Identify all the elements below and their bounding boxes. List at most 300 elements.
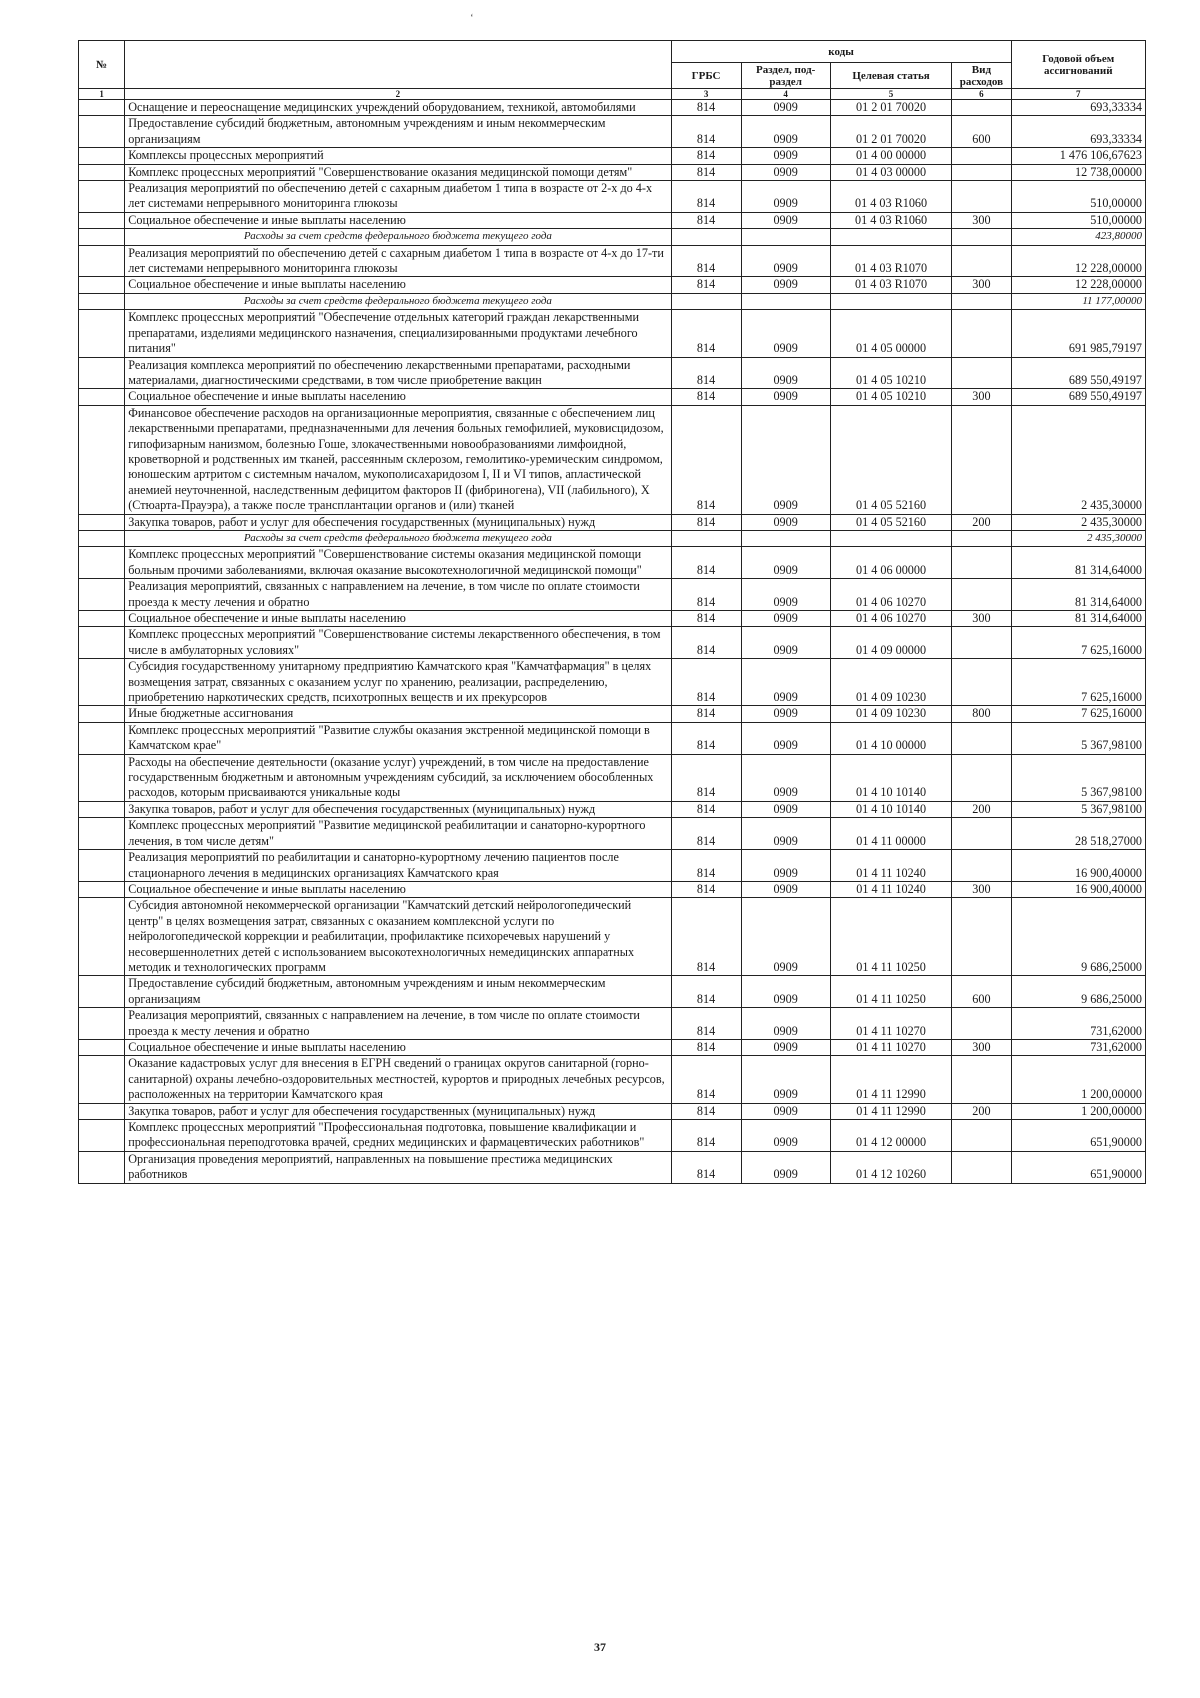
expense-type-cell: 600	[952, 976, 1011, 1008]
section-cell: 0909	[741, 1151, 830, 1183]
target-article-cell: 01 4 11 10250	[830, 898, 952, 976]
expense-type-cell	[952, 627, 1011, 659]
table-row	[79, 181, 1146, 213]
amount-cell: 5 367,98100	[1011, 754, 1146, 801]
amount-cell: 81 314,64000	[1011, 611, 1146, 627]
expense-name-cell: Оказание кадастровых услуг для внесения в ЕГРН сведений о границах округов санитарной (горно-санитарной) охраны лечебно-оздоровительных местностей, курортов и природных лечебных ресурсов, расположенных на территории Камчатского края	[125, 1056, 671, 1103]
target-article-cell: 01 4 06 10270	[830, 579, 952, 611]
row-number-cell	[79, 1056, 125, 1103]
target-article-cell: 01 4 00 00000	[830, 148, 952, 164]
header-number: №	[79, 41, 125, 89]
expense-type-cell	[952, 148, 1011, 164]
grbs-cell: 814	[671, 659, 741, 706]
page-number: 37	[594, 1640, 606, 1654]
target-article-cell: 01 4 10 10140	[830, 801, 952, 817]
section-cell: 0909	[741, 881, 830, 897]
target-article-cell: 01 4 11 12990	[830, 1056, 952, 1103]
header-type: Вид расходов	[952, 63, 1011, 89]
table-row	[79, 818, 1146, 850]
table-row	[79, 116, 1146, 148]
table-row	[79, 579, 1146, 611]
expense-type-cell	[952, 164, 1011, 180]
target-article-cell: 01 4 09 00000	[830, 627, 952, 659]
expense-type-cell: 200	[952, 514, 1011, 530]
table-row	[79, 212, 1146, 228]
target-article-cell: 01 4 12 10260	[830, 1151, 952, 1183]
section-cell: 0909	[741, 818, 830, 850]
row-number-cell	[79, 1120, 125, 1152]
row-number-cell	[79, 547, 125, 579]
amount-cell: 5 367,98100	[1011, 801, 1146, 817]
expense-type-cell: 300	[952, 881, 1011, 897]
target-article-cell: 01 4 03 R1060	[830, 212, 952, 228]
section-cell: 0909	[741, 405, 830, 514]
row-number-cell	[79, 181, 125, 213]
target-article-cell: 01 2 01 70020	[830, 116, 952, 148]
section-cell: 0909	[741, 547, 830, 579]
amount-cell: 7 625,16000	[1011, 659, 1146, 706]
amount-cell: 16 900,40000	[1011, 850, 1146, 882]
table-row	[79, 357, 1146, 389]
target-article-cell: 01 2 01 70020	[830, 100, 952, 116]
expense-name-cell: Реализация мероприятий по реабилитации и санаторно-курортному лечению пациентов после стационарного лечения в медицинских организациях Камчатского края	[125, 850, 671, 882]
section-cell: 0909	[741, 706, 830, 722]
expense-name-cell: Реализация мероприятий, связанных с направлением на лечение, в том числе по оплате стоимости проезда к месту лечения и обратно	[125, 1008, 671, 1040]
amount-cell: 12 738,00000	[1011, 164, 1146, 180]
expense-name-cell: Иные бюджетные ассигнования	[125, 706, 671, 722]
row-number-cell	[79, 818, 125, 850]
target-article-cell: 01 4 11 10250	[830, 976, 952, 1008]
expense-name-cell: Субсидия государственному унитарному предприятию Камчатского края "Камчатфармация" в целях возмещения затрат, связанных с оказанием услуг по хранению, реализации, распределению, приобретению наркотических средств, психотропных веществ и их прекурсоров	[125, 659, 671, 706]
amount-cell: 16 900,40000	[1011, 881, 1146, 897]
expense-type-cell	[952, 1056, 1011, 1103]
target-article-cell: 01 4 11 10270	[830, 1008, 952, 1040]
amount-cell: 81 314,64000	[1011, 547, 1146, 579]
expense-type-cell	[952, 898, 1011, 976]
expense-type-cell	[952, 229, 1011, 245]
expense-type-cell	[952, 850, 1011, 882]
section-cell: 0909	[741, 514, 830, 530]
amount-cell: 693,33334	[1011, 116, 1146, 148]
table-row	[79, 1008, 1146, 1040]
table-row	[79, 898, 1146, 976]
section-cell: 0909	[741, 801, 830, 817]
row-number-cell	[79, 1039, 125, 1055]
expense-name-cell: Социальное обеспечение и иные выплаты населению	[125, 1039, 671, 1055]
amount-cell: 731,62000	[1011, 1039, 1146, 1055]
expense-type-cell	[952, 357, 1011, 389]
section-cell: 0909	[741, 181, 830, 213]
table-row	[79, 389, 1146, 405]
section-cell: 0909	[741, 850, 830, 882]
expense-name-cell: Расходы за счет средств федерального бюджета текущего года	[125, 293, 671, 309]
row-number-cell	[79, 659, 125, 706]
header-index: 4	[741, 89, 830, 100]
row-number-cell	[79, 514, 125, 530]
table-row	[79, 754, 1146, 801]
row-number-cell	[79, 801, 125, 817]
expense-type-cell	[952, 530, 1011, 546]
grbs-cell: 814	[671, 547, 741, 579]
amount-cell: 651,90000	[1011, 1120, 1146, 1152]
section-cell	[741, 293, 830, 309]
target-article-cell: 01 4 05 10210	[830, 389, 952, 405]
expense-type-cell	[952, 293, 1011, 309]
target-article-cell: 01 4 10 10140	[830, 754, 952, 801]
section-cell: 0909	[741, 659, 830, 706]
target-article-cell: 01 4 06 10270	[830, 611, 952, 627]
row-number-cell	[79, 722, 125, 754]
section-cell: 0909	[741, 277, 830, 293]
expense-name-cell: Социальное обеспечение и иные выплаты населению	[125, 277, 671, 293]
expense-type-cell: 600	[952, 116, 1011, 148]
grbs-cell: 814	[671, 706, 741, 722]
section-cell	[741, 530, 830, 546]
expense-type-cell: 300	[952, 212, 1011, 228]
row-number-cell	[79, 1151, 125, 1183]
section-cell: 0909	[741, 722, 830, 754]
expense-type-cell: 300	[952, 611, 1011, 627]
expense-type-cell	[952, 1120, 1011, 1152]
row-number-cell	[79, 627, 125, 659]
section-cell: 0909	[741, 1039, 830, 1055]
target-article-cell	[830, 293, 952, 309]
row-number-cell	[79, 530, 125, 546]
table-row	[79, 611, 1146, 627]
header-index: 7	[1011, 89, 1146, 100]
header-amount: Годовой объем ассигнований	[1011, 41, 1146, 89]
target-article-cell: 01 4 11 00000	[830, 818, 952, 850]
amount-cell: 1 476 106,67623	[1011, 148, 1146, 164]
expense-name-cell: Реализация мероприятий по обеспечению детей с сахарным диабетом 1 типа в возрасте от 4-х до 17-ти лет системами непрерывного мониторинга глюкозы	[125, 245, 671, 277]
expense-name-cell: Предоставление субсидий бюджетным, автономным учреждениям и иным некоммерческим организациям	[125, 976, 671, 1008]
table-row	[79, 1151, 1146, 1183]
expense-name-cell: Расходы на обеспечение деятельности (оказание услуг) учреждений, в том числе на предоставление государственным бюджетным и автономным учреждениям субсидий, за исключением обособленных расходов, которым присваиваются уникальные коды	[125, 754, 671, 801]
table-row	[79, 277, 1146, 293]
amount-cell: 693,33334	[1011, 100, 1146, 116]
header-target: Целевая статья	[830, 63, 952, 89]
section-cell: 0909	[741, 148, 830, 164]
table-row	[79, 1103, 1146, 1119]
section-cell	[741, 229, 830, 245]
amount-cell: 510,00000	[1011, 212, 1146, 228]
amount-cell: 7 625,16000	[1011, 706, 1146, 722]
target-article-cell: 01 4 11 12990	[830, 1103, 952, 1119]
grbs-cell: 814	[671, 818, 741, 850]
grbs-cell: 814	[671, 1151, 741, 1183]
target-article-cell: 01 4 05 52160	[830, 514, 952, 530]
grbs-cell: 814	[671, 514, 741, 530]
table-row	[79, 627, 1146, 659]
expense-name-cell: Предоставление субсидий бюджетным, автономным учреждениям и иным некоммерческим организациям	[125, 116, 671, 148]
scan-mark: ‘	[470, 12, 474, 24]
grbs-cell: 814	[671, 245, 741, 277]
header-name	[125, 41, 671, 89]
target-article-cell: 01 4 10 00000	[830, 722, 952, 754]
expense-name-cell: Комплекс процессных мероприятий "Развитие медицинской реабилитации и санаторно-курортного лечения, в том числе детям"	[125, 818, 671, 850]
expense-name-cell: Комплекс процессных мероприятий "Профессиональная подготовка, повышение квалификации и профессиональная переподготовка врачей, средних медицинских и фармацевтических работников"	[125, 1120, 671, 1152]
grbs-cell: 814	[671, 100, 741, 116]
row-number-cell	[79, 212, 125, 228]
row-number-cell	[79, 611, 125, 627]
row-number-cell	[79, 245, 125, 277]
expense-type-cell	[952, 1151, 1011, 1183]
table-row	[79, 547, 1146, 579]
section-cell: 0909	[741, 579, 830, 611]
expense-name-cell: Реализация мероприятий по обеспечению детей с сахарным диабетом 1 типа в возрасте от 2-х до 4-х лет системами непрерывного мониторинга глюкозы	[125, 181, 671, 213]
grbs-cell: 814	[671, 116, 741, 148]
row-number-cell	[79, 293, 125, 309]
expense-name-cell: Социальное обеспечение и иные выплаты населению	[125, 611, 671, 627]
amount-cell: 9 686,25000	[1011, 898, 1146, 976]
federal-funds-row	[79, 293, 1146, 309]
row-number-cell	[79, 1008, 125, 1040]
expense-name-cell: Расходы за счет средств федерального бюджета текущего года	[125, 530, 671, 546]
section-cell: 0909	[741, 1008, 830, 1040]
table-body	[79, 100, 1146, 1184]
row-number-cell	[79, 100, 125, 116]
target-article-cell: 01 4 11 10240	[830, 881, 952, 897]
table-header	[79, 41, 1146, 100]
grbs-cell: 814	[671, 357, 741, 389]
expense-type-cell	[952, 754, 1011, 801]
target-article-cell: 01 4 09 10230	[830, 659, 952, 706]
grbs-cell: 814	[671, 850, 741, 882]
expense-name-cell: Комплекс процессных мероприятий "Развитие службы оказания экстренной медицинской помощи в Камчатском крае"	[125, 722, 671, 754]
grbs-cell: 814	[671, 405, 741, 514]
grbs-cell: 814	[671, 389, 741, 405]
amount-cell: 9 686,25000	[1011, 976, 1146, 1008]
table-row	[79, 801, 1146, 817]
table-row	[79, 976, 1146, 1008]
section-cell: 0909	[741, 611, 830, 627]
grbs-cell: 814	[671, 898, 741, 976]
expense-name-cell: Комплекс процессных мероприятий "Обеспечение отдельных категорий граждан лекарственными препаратами, изделиями медицинского назначения, специализированными продуктами лечебного питания"	[125, 310, 671, 357]
amount-cell: 689 550,49197	[1011, 357, 1146, 389]
expense-name-cell: Социальное обеспечение и иные выплаты населению	[125, 881, 671, 897]
target-article-cell: 01 4 05 52160	[830, 405, 952, 514]
expense-name-cell: Комплекс процессных мероприятий "Совершенствование системы оказания медицинской помощи больным прочими заболеваниями, включая оказание высокотехнологичной медицинской помощи"	[125, 547, 671, 579]
target-article-cell: 01 4 03 R1070	[830, 277, 952, 293]
section-cell: 0909	[741, 357, 830, 389]
expense-type-cell: 300	[952, 277, 1011, 293]
amount-cell: 689 550,49197	[1011, 389, 1146, 405]
grbs-cell: 814	[671, 801, 741, 817]
amount-cell: 1 200,00000	[1011, 1103, 1146, 1119]
row-number-cell	[79, 881, 125, 897]
target-article-cell	[830, 530, 952, 546]
amount-cell: 691 985,79197	[1011, 310, 1146, 357]
expense-name-cell: Закупка товаров, работ и услуг для обеспечения государственных (муниципальных) нужд	[125, 801, 671, 817]
grbs-cell: 814	[671, 754, 741, 801]
amount-cell: 5 367,98100	[1011, 722, 1146, 754]
amount-cell: 12 228,00000	[1011, 277, 1146, 293]
expense-name-cell: Закупка товаров, работ и услуг для обеспечения государственных (муниципальных) нужд	[125, 514, 671, 530]
expense-name-cell: Закупка товаров, работ и услуг для обеспечения государственных (муниципальных) нужд	[125, 1103, 671, 1119]
row-number-cell	[79, 1103, 125, 1119]
section-cell: 0909	[741, 212, 830, 228]
header-index: 1	[79, 89, 125, 100]
amount-cell: 11 177,00000	[1011, 293, 1146, 309]
row-number-cell	[79, 706, 125, 722]
amount-cell: 28 518,27000	[1011, 818, 1146, 850]
row-number-cell	[79, 898, 125, 976]
table-row	[79, 245, 1146, 277]
amount-cell: 1 200,00000	[1011, 1056, 1146, 1103]
table-row	[79, 722, 1146, 754]
expense-type-cell	[952, 1008, 1011, 1040]
grbs-cell: 814	[671, 277, 741, 293]
table-row	[79, 405, 1146, 514]
expense-type-cell	[952, 579, 1011, 611]
expense-type-cell: 300	[952, 389, 1011, 405]
expense-type-cell	[952, 722, 1011, 754]
grbs-cell: 814	[671, 976, 741, 1008]
table-row	[79, 1120, 1146, 1152]
expense-type-cell: 200	[952, 801, 1011, 817]
expense-type-cell	[952, 547, 1011, 579]
section-cell: 0909	[741, 164, 830, 180]
header-grbs: ГРБС	[671, 63, 741, 89]
section-cell: 0909	[741, 1103, 830, 1119]
expense-name-cell: Социальное обеспечение и иные выплаты населению	[125, 389, 671, 405]
amount-cell: 81 314,64000	[1011, 579, 1146, 611]
section-cell: 0909	[741, 1056, 830, 1103]
amount-cell: 2 435,30000	[1011, 514, 1146, 530]
grbs-cell: 814	[671, 611, 741, 627]
row-number-cell	[79, 850, 125, 882]
grbs-cell: 814	[671, 1120, 741, 1152]
expense-type-cell	[952, 818, 1011, 850]
grbs-cell: 814	[671, 1056, 741, 1103]
target-article-cell: 01 4 03 R1060	[830, 181, 952, 213]
grbs-cell: 814	[671, 1008, 741, 1040]
expense-name-cell: Субсидия автономной некоммерческой организации "Камчатский детский нейрологопедический центр" в целях возмещения затрат, связанных с оказанием комплексной услуги по нейрологопедической коррекции и реабилитации, профилактике психоречевых нарушений у несовершеннолетних детей с использованием высокотехнологичных немедицинских аппаратных методик и технологических программ	[125, 898, 671, 976]
target-article-cell: 01 4 05 10210	[830, 357, 952, 389]
federal-funds-row	[79, 229, 1146, 245]
federal-funds-row	[79, 530, 1146, 546]
target-article-cell: 01 4 09 10230	[830, 706, 952, 722]
table-row	[79, 706, 1146, 722]
target-article-cell: 01 4 11 10240	[830, 850, 952, 882]
section-cell: 0909	[741, 245, 830, 277]
row-number-cell	[79, 754, 125, 801]
expense-name-cell: Финансовое обеспечение расходов на организационные мероприятия, связанные с обеспечением лиц лекарственными препаратами, предназначенными для лечения больных гемофилией, муковисцидозом, гипофизарным нанизмом, болезнью Гоше, злокачественными новообразованиями лимфоидной, кроветворной и родственных им тканей, рассеянным склерозом, гемолитико-уремическим синдромом, юношеским артритом с системным началом, мукополисахаридозом I, II и VI типов, апластической анемией неуточненной, наследственным дефицитом факторов II (фибриногена), VII (лабильного), X (Стюарта-Прауэра), а также после трансплантации органов и (или) тканей	[125, 405, 671, 514]
table-row	[79, 881, 1146, 897]
row-number-cell	[79, 229, 125, 245]
grbs-cell: 814	[671, 164, 741, 180]
header-section: Раздел, под-раздел	[741, 63, 830, 89]
expense-type-cell	[952, 100, 1011, 116]
row-number-cell	[79, 405, 125, 514]
header-index: 6	[952, 89, 1011, 100]
table-row	[79, 514, 1146, 530]
amount-cell: 423,80000	[1011, 229, 1146, 245]
target-article-cell: 01 4 05 00000	[830, 310, 952, 357]
expense-type-cell: 800	[952, 706, 1011, 722]
expense-name-cell: Реализация мероприятий, связанных с направлением на лечение, в том числе по оплате стоимости проезда к месту лечения и обратно	[125, 579, 671, 611]
target-article-cell: 01 4 03 00000	[830, 164, 952, 180]
section-cell: 0909	[741, 898, 830, 976]
expense-name-cell: Комплекс процессных мероприятий "Совершенствование оказания медицинской помощи детям"	[125, 164, 671, 180]
amount-cell: 7 625,16000	[1011, 627, 1146, 659]
section-cell: 0909	[741, 100, 830, 116]
table-row	[79, 850, 1146, 882]
row-number-cell	[79, 579, 125, 611]
target-article-cell: 01 4 03 R1070	[830, 245, 952, 277]
table-row	[79, 659, 1146, 706]
amount-cell: 12 228,00000	[1011, 245, 1146, 277]
row-number-cell	[79, 148, 125, 164]
grbs-cell: 814	[671, 627, 741, 659]
target-article-cell: 01 4 12 00000	[830, 1120, 952, 1152]
amount-cell: 2 435,30000	[1011, 530, 1146, 546]
expense-name-cell: Комплексы процессных мероприятий	[125, 148, 671, 164]
grbs-cell: 814	[671, 1103, 741, 1119]
section-cell: 0909	[741, 754, 830, 801]
amount-cell: 651,90000	[1011, 1151, 1146, 1183]
section-cell: 0909	[741, 1120, 830, 1152]
target-article-cell	[830, 229, 952, 245]
expense-type-cell	[952, 310, 1011, 357]
grbs-cell: 814	[671, 881, 741, 897]
header-index: 3	[671, 89, 741, 100]
expense-name-cell: Организация проведения мероприятий, направленных на повышение престижа медицинских работников	[125, 1151, 671, 1183]
expense-type-cell: 300	[952, 1039, 1011, 1055]
section-cell: 0909	[741, 627, 830, 659]
table-row	[79, 100, 1146, 116]
section-cell: 0909	[741, 310, 830, 357]
expense-type-cell	[952, 405, 1011, 514]
expense-type-cell: 200	[952, 1103, 1011, 1119]
row-number-cell	[79, 976, 125, 1008]
grbs-cell: 814	[671, 148, 741, 164]
expense-name-cell: Расходы за счет средств федерального бюджета текущего года	[125, 229, 671, 245]
grbs-cell: 814	[671, 579, 741, 611]
table-row	[79, 164, 1146, 180]
section-cell: 0909	[741, 116, 830, 148]
grbs-cell	[671, 293, 741, 309]
amount-cell: 510,00000	[1011, 181, 1146, 213]
row-number-cell	[79, 277, 125, 293]
expense-name-cell: Реализация комплекса мероприятий по обеспечению лекарственными препаратами, расходными материалами, диагностическими средствами, в том числе приобретение вакцин	[125, 357, 671, 389]
row-number-cell	[79, 116, 125, 148]
header-index: 2	[125, 89, 671, 100]
expense-name-cell: Социальное обеспечение и иные выплаты населению	[125, 212, 671, 228]
header-codes: коды	[671, 41, 1011, 63]
amount-cell: 2 435,30000	[1011, 405, 1146, 514]
grbs-cell	[671, 229, 741, 245]
table-row	[79, 1056, 1146, 1103]
target-article-cell: 01 4 06 00000	[830, 547, 952, 579]
grbs-cell	[671, 530, 741, 546]
expense-type-cell	[952, 181, 1011, 213]
grbs-cell: 814	[671, 310, 741, 357]
row-number-cell	[79, 310, 125, 357]
section-cell: 0909	[741, 976, 830, 1008]
section-cell: 0909	[741, 389, 830, 405]
target-article-cell: 01 4 11 10270	[830, 1039, 952, 1055]
budget-table	[78, 40, 1146, 1184]
expense-type-cell	[952, 245, 1011, 277]
expense-name-cell: Комплекс процессных мероприятий "Совершенствование системы лекарственного обеспечения, в том числе в амбулаторных условиях"	[125, 627, 671, 659]
table-row	[79, 1039, 1146, 1055]
expense-name-cell: Оснащение и переоснащение медицинских учреждений оборудованием, техникой, автомобилями	[125, 100, 671, 116]
header-index-row	[79, 89, 1146, 100]
header-index: 5	[830, 89, 952, 100]
grbs-cell: 814	[671, 181, 741, 213]
table-row	[79, 310, 1146, 357]
